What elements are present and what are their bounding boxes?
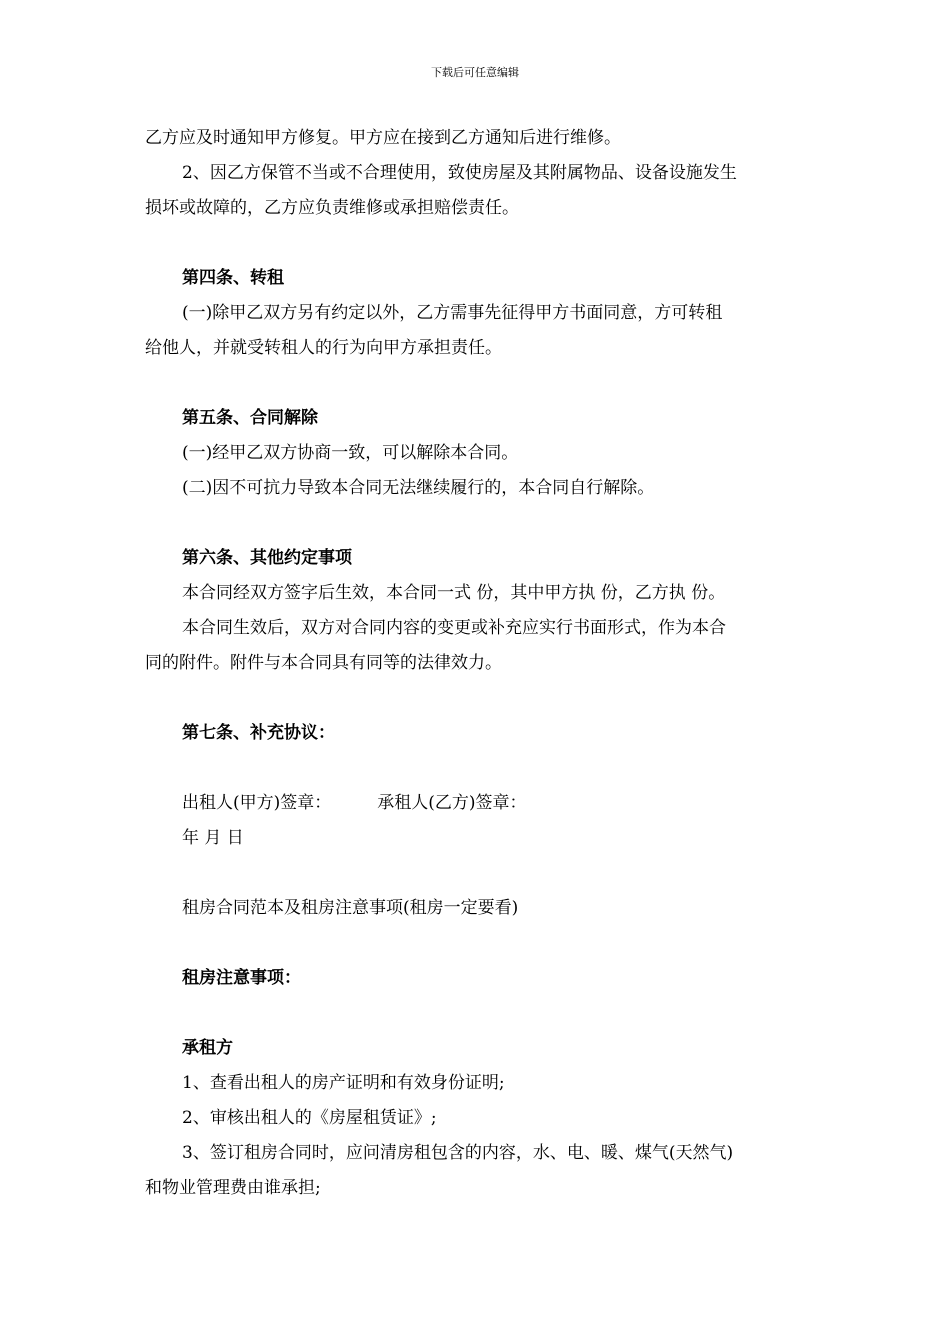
spacer [145, 996, 815, 1031]
paragraph-repair-notice: 乙方应及时通知甲方修复。甲方应在接到乙方通知后进行维修。 [145, 128, 621, 148]
notes-title: 租房注意事项： [182, 968, 301, 988]
tenant-item-1: 1、查看出租人的房产证明和有效身份证明; [182, 1073, 505, 1093]
article-6-line-2: 本合同生效后，双方对合同内容的变更或补充应实行书面形式，作为本合 [182, 618, 726, 638]
paragraph-damage-line-1: 2、因乙方保管不当或不合理使用，致使房屋及其附属物品、设备设施发生 [182, 163, 737, 183]
tenant-item-2: 2、审核出租人的《房屋租赁证》; [182, 1108, 437, 1128]
paragraph-damage-line-2: 损坏或故障的，乙方应负责维修或承担赔偿责任。 [145, 198, 519, 218]
article-6-title: 第六条、其他约定事项 [182, 548, 352, 568]
spacer [145, 856, 815, 891]
article-6-line-3: 同的附件。附件与本合同具有同等的法律效力。 [145, 653, 502, 673]
page-header-note: 下载后可任意编辑 [431, 66, 519, 79]
date-line: 年 月 日 [182, 828, 244, 848]
tenant-section-title: 承租方 [182, 1038, 233, 1058]
spacer [145, 751, 815, 786]
spacer [145, 366, 815, 401]
article-7-title: 第七条、补充协议： [182, 723, 335, 743]
article-5-line-1: (一)经甲乙双方协商一致，可以解除本合同。 [182, 443, 519, 463]
document-body [145, 121, 815, 1206]
article-4-line-2: 给他人，并就受转租人的行为向甲方承担责任。 [145, 338, 502, 358]
article-5-title: 第五条、合同解除 [182, 408, 318, 428]
article-6-line-1: 本合同经双方签字后生效，本合同一式 份，其中甲方执 份，乙方执 份。 [182, 583, 726, 603]
lessor-signature-label: 出租人(甲方)签章： [182, 793, 332, 813]
spacer [145, 506, 815, 541]
tenant-item-3-line-1: 3、签订租房合同时，应问清房租包含的内容，水、电、暖、煤气(天然气) [182, 1143, 734, 1163]
tenant-item-3-line-2: 和物业管理费由谁承担; [145, 1178, 321, 1198]
sample-title: 租房合同范本及租房注意事项(租房一定要看) [182, 898, 519, 918]
signature-line [145, 786, 815, 821]
spacer [145, 681, 815, 716]
article-5-line-2: (二)因不可抗力导致本合同无法继续履行的，本合同自行解除。 [182, 478, 655, 498]
article-4-line-1: (一)除甲乙双方另有约定以外，乙方需事先征得甲方书面同意，方可转租 [182, 303, 723, 323]
spacer [145, 226, 815, 261]
article-4-title: 第四条、转租 [182, 268, 284, 288]
spacer [145, 926, 815, 961]
lessee-signature-label: 承租人(乙方)签章： [377, 793, 527, 813]
